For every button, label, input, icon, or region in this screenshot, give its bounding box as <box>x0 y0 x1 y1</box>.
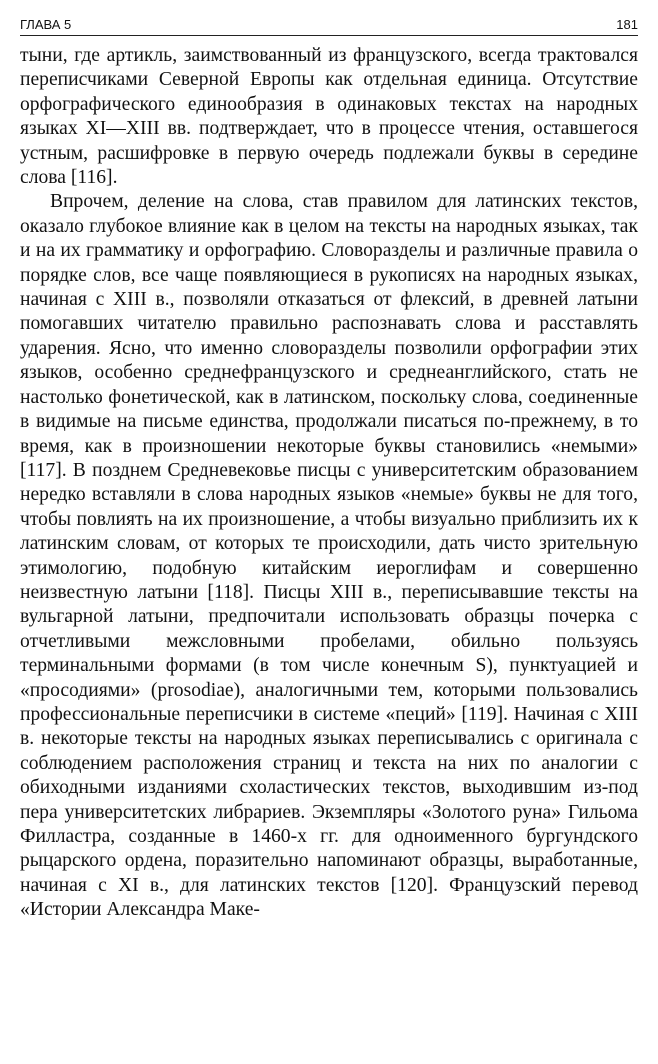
header-rule <box>20 35 638 36</box>
paragraph-continued: тыни, где артикль, заимствованный из французского, всегда трактовался переписчиками Северной Европы как отдельная единица. Отсутствие орфографического единообразия в одинаковых текстах на народных языках XI—XIII вв. подтверждает, что в процессе чтения, оставшегося устным, расшифровке в первую очередь подлежали буквы в середине слова [116]. <box>20 45 638 189</box>
chapter-label: ГЛАВА 5 <box>20 17 72 32</box>
running-header <box>20 12 638 32</box>
page-number: 181 <box>616 17 638 32</box>
paragraph: Впрочем, деление на слова, став правилом для латинских текстов, оказало глубокое влияние как в целом на тексты на народных языках, так и на их грамматику и орфографию. Словоразделы и различные правила о порядке слов, все чаще появляющиеся в рукописях на народных языках, начиная с XIII в., позволяли отказаться от флексий, в древней латыни помогавших читателю правильно распознавать слова и расставлять ударения. Ясно, что именно словоразделы позволили орфографии этих языков, особенно среднефранцузского и среднеанглийского, стать не настолько фонетической, как в латинском, поскольку слова, соединенные в видимые на письме единства, продолжали писаться по-прежнему, в то время, как в произношении некоторые буквы становились «немыми» [117]. В позднем Средневековье писцы с университетским образованием нередко вставляли в слова народных языков «немые» буквы не для того, чтобы повлиять на их произношение, а чтобы визуально приблизить их к латинским словам, от которых те происходили, дать чисто зрительную этимологию, подобную китайским иероглифам и совершенно неизвестную латыни [118]. Писцы XIII в., переписывавшие тексты на вульгарной латыни, предпочитали использовать образцы почерка с отчетливыми межсловными пробелами, обильно пользуясь терминальными формами (в том числе конечным S), пунктуацией и «просодиями» (prosodiae), аналогичными тем, которыми пользовались профессиональные переписчики в системе «пеций» [119]. Начиная с XIII в. некоторые тексты на народных языках переписывались с оригинала с соблюдением расположения страниц и текста на них по аналогии с обиходными изданиями схоластических текстов, выходившим из-под пера университетских либрариев. Экземпляры «Золотого руна» Гильома Филластра, созданные в 1460-х гг. для одноименного бургундского рыцарского ордена, поразительно напоминают образцы, выработанные, начиная с XI в., для латинских текстов [120]. Французский перевод «Истории Александра Маке- <box>20 191 638 921</box>
body-text <box>20 44 638 923</box>
